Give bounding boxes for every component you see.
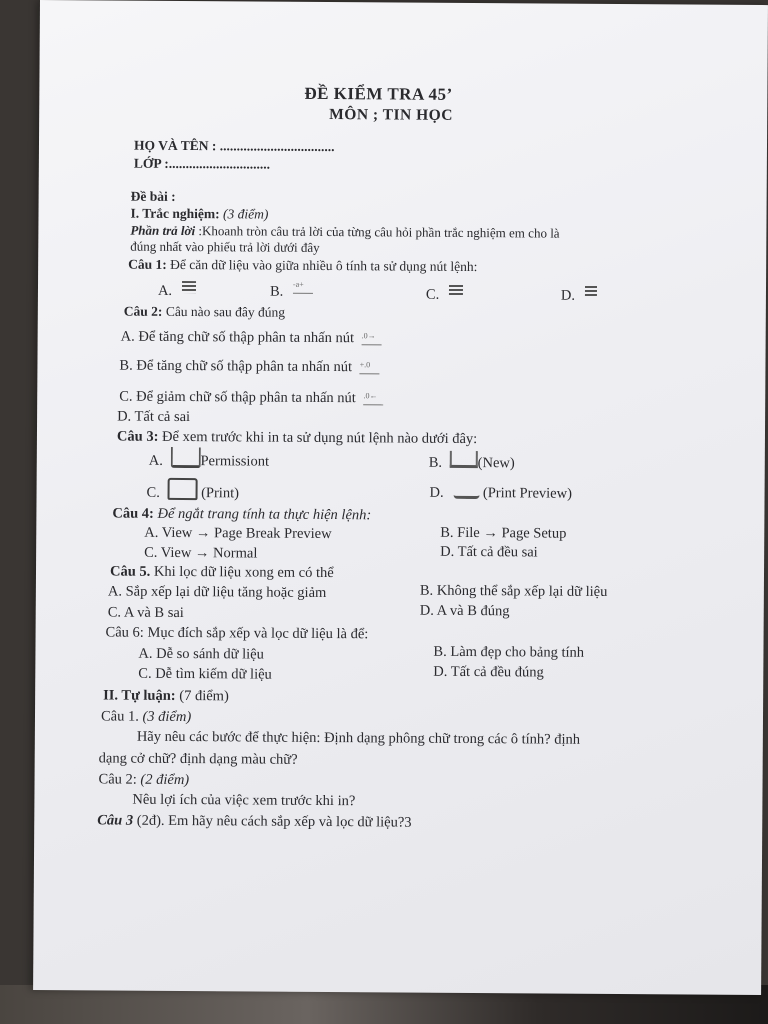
- q3-option-b: [429, 455, 515, 473]
- class-line: LỚP :..............................: [133, 155, 271, 172]
- q5-stem: [110, 564, 334, 583]
- essay-q1-points: (3 điểm): [138, 708, 192, 726]
- merge-center-icon: -a+: [293, 281, 313, 294]
- q2-option-d: D. Tất cả sai: [117, 408, 191, 426]
- essay-q1-text: Hãy nêu các bước để thực hiện: Định dạng phông chữ trong các ô tính? định: [136, 728, 581, 748]
- q2-option-a-label: A. Để tăng chữ số thập phân ta nhấn nút: [120, 328, 355, 347]
- q1-text: Để căn dữ liệu vào giữa nhiều ô tính ta sử dụng nút lệnh:: [166, 256, 478, 275]
- section1-points: (3 điểm): [222, 206, 269, 222]
- q1-option-a: [158, 283, 196, 300]
- q1-label: Câu 1:: [128, 256, 167, 272]
- q2-label: Câu 2:: [123, 303, 163, 319]
- q2-option-b: [119, 358, 379, 377]
- essay-q2-points: (2 điểm): [136, 771, 190, 789]
- q4-stem: [112, 506, 371, 525]
- q3-text: Để xem trước khi in ta sử dụng nút lệnh nào dưới đây:: [158, 428, 478, 448]
- q1-option-d-label: D.: [560, 287, 576, 304]
- q3-option-b-label: B.: [428, 454, 443, 471]
- q4-option-a: A. View → Page Break Preview: [144, 524, 332, 543]
- instruction-label: Phần trả lời: [130, 222, 196, 239]
- q6-option-d: D. Tất cả đều đúng: [433, 663, 544, 681]
- q4-option-d: D. Tất cả đều sai: [440, 543, 538, 561]
- essay-q3-text: (2đ). Em hãy nêu cách sắp xếp và lọc dữ liệu?3: [133, 812, 412, 831]
- q1-option-d: [561, 288, 597, 305]
- essay-q3: [97, 812, 411, 831]
- q6-option-b: B. Làm đẹp cho bảng tính: [433, 643, 585, 661]
- section2-title: II. Tự luận:: [103, 687, 176, 704]
- q4-option-c: C. View → Normal: [144, 544, 258, 562]
- q1-option-a-label: A.: [157, 282, 173, 299]
- q6-option-c: C. Dễ tìm kiếm dữ liệu: [138, 665, 272, 683]
- q1-option-c-label: C.: [425, 286, 440, 303]
- permission-icon: [170, 447, 200, 468]
- q2-option-a: [121, 329, 382, 348]
- q2-option-c-label: C. Để giảm chữ số thập phân ta nhấn nút: [119, 388, 356, 407]
- q3-option-c-text: (Print): [197, 485, 240, 502]
- q4-option-b: B. File → Page Setup: [440, 524, 567, 542]
- align-right-icon: [449, 285, 463, 297]
- decrease-decimal-icon: .0←: [363, 392, 383, 405]
- q3-option-a: [149, 453, 269, 471]
- instruction-line-2: đúng nhất vào phiếu trả lời dưới đây: [130, 238, 320, 255]
- q6-option-a: A. Dễ so sánh dữ liệu: [138, 645, 264, 663]
- q3-option-d-text: (Print Preview): [479, 485, 572, 502]
- exam-paper: [33, 0, 768, 995]
- increase-decimal-icon-2: +.0: [360, 361, 380, 374]
- increase-decimal-icon: .0→: [362, 332, 382, 345]
- align-center-icon: [182, 281, 196, 293]
- q1-option-b-label: B.: [269, 283, 284, 300]
- essay-q2-heading: [98, 771, 189, 789]
- q4-label: Câu 4:: [112, 505, 154, 522]
- section2-heading: [103, 687, 229, 705]
- q3-option-d: [430, 485, 572, 503]
- q2-option-c: [119, 389, 383, 408]
- q5-option-a: A. Sắp xếp lại dữ liệu tăng hoặc giảm: [107, 583, 327, 602]
- essay-q2-text: Nêu lợi ích của việc xem trước khi in?: [132, 791, 356, 810]
- q5-option-b: B. Không thể sắp xếp lại dữ liệu: [419, 582, 608, 600]
- exam-subject: MÔN ; TIN HỌC: [329, 106, 454, 124]
- print-icon: [167, 478, 197, 500]
- essay-q1-label: Câu 1.: [100, 708, 139, 725]
- essay-q2-label: Câu 2:: [98, 771, 137, 788]
- justify-icon: [585, 285, 597, 297]
- q4-text: Để ngắt trang tính ta thực hiện lệnh:: [153, 505, 372, 524]
- section1-heading: [130, 206, 268, 223]
- de-bai-label: Đề bài :: [130, 188, 176, 204]
- instruction-text: :Khoanh tròn câu trả lời của từng câu hỏi phần trắc nghiệm em cho là: [195, 223, 560, 241]
- q3-stem: [117, 429, 477, 449]
- essay-q3-label: Câu 3: [97, 812, 134, 829]
- q3-option-a-label: A.: [148, 452, 163, 469]
- q3-option-c-label: C.: [146, 484, 160, 501]
- print-preview-icon: [453, 478, 479, 499]
- q3-option-b-text: (New): [477, 455, 515, 472]
- essay-q1-heading: [101, 708, 191, 726]
- q1-option-b: [269, 279, 313, 301]
- section2-points: (7 điểm): [175, 687, 229, 705]
- new-document-icon: [450, 451, 478, 468]
- q5-label: Câu 5.: [109, 563, 151, 580]
- q3-option-a-text: Permissiont: [200, 453, 270, 470]
- q2-stem: [124, 304, 285, 321]
- q1-option-c: [426, 287, 463, 304]
- essay-q1-text-2: dạng cở chữ? định dạng màu chữ?: [98, 750, 298, 768]
- q6-stem: Câu 6: Mục đích sắp xếp và lọc dữ liệu là để:: [105, 624, 369, 643]
- q5-option-c: C. A và B sai: [107, 604, 184, 622]
- q2-text: Câu nào sau đây đúng: [162, 303, 286, 320]
- section1-title: I. Trắc nghiệm:: [130, 205, 220, 222]
- name-line: HỌ VÀ TÊN : ..................................: [133, 137, 335, 155]
- q1-stem: [128, 257, 477, 275]
- q5-text: Khi lọc dữ liệu xong em có thể: [150, 563, 334, 582]
- q5-option-d: D. A và B đúng: [419, 602, 510, 620]
- exam-title: ĐỀ KIỂM TRA 45’: [304, 83, 453, 104]
- q3-label: Câu 3:: [116, 428, 159, 445]
- q3-option-d-label: D.: [429, 484, 444, 501]
- q2-option-b-label: B. Để tăng chữ số thập phân ta nhấn nút: [119, 357, 353, 376]
- q3-option-c: [146, 485, 239, 503]
